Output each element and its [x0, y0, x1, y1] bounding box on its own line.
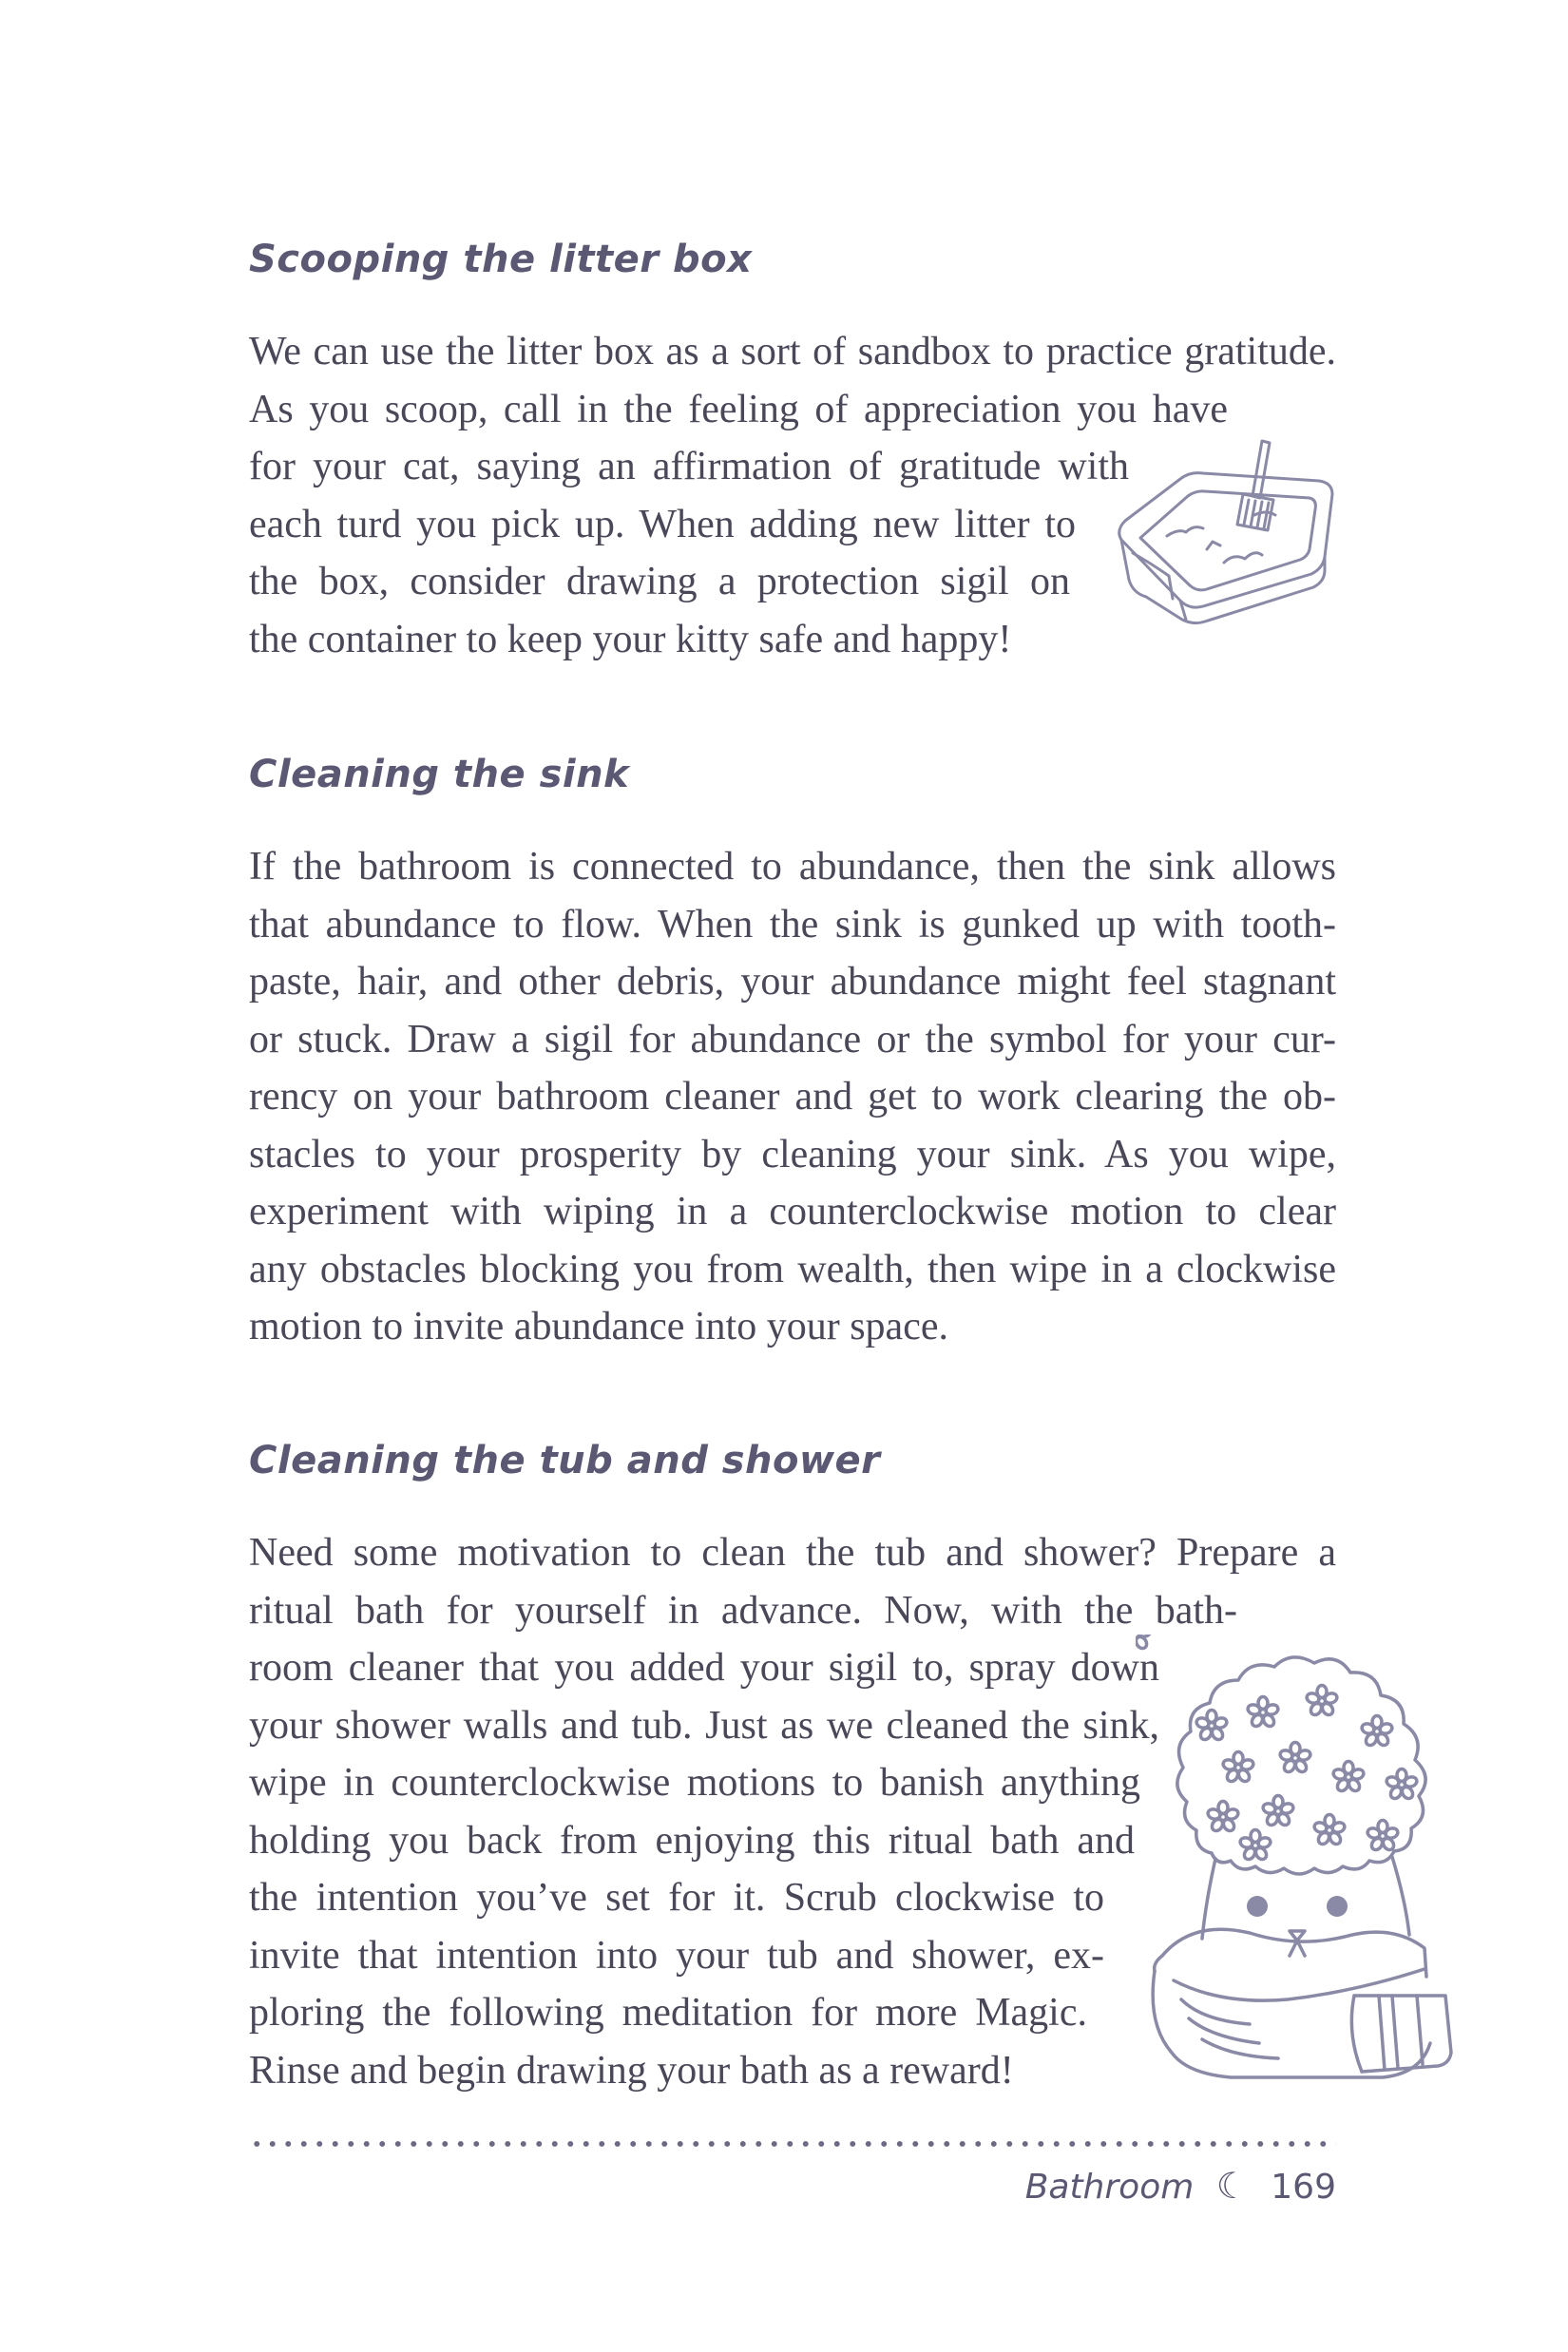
text-line: any obstacles blocking you from wealth, then wipe in a clockwise [249, 1247, 1336, 1291]
paragraph-sink [249, 838, 1336, 1356]
footer-section-title: Bathroom [1024, 2168, 1195, 2207]
text-line: ploring the following meditation for more Magic. [249, 1991, 1087, 2035]
text-line: the box, consider drawing a protection sigil on [249, 560, 1070, 603]
text-line: holding you back from enjoying this ritual bath and [249, 1818, 1135, 1863]
litter-box-icon [1112, 437, 1340, 637]
text-line: for your cat, saying an affirmation of gratitude with [249, 445, 1129, 488]
page-number: 169 [1271, 2168, 1336, 2207]
text-line: the intention you’ve set for it. Scrub clockwise to [249, 1876, 1104, 1920]
text-line: experiment with wiping in a counterclockwise motion to clear [249, 1190, 1336, 1233]
text-line: If the bathroom is connected to abundance, then the sink allows [249, 845, 1336, 889]
text-line: or stuck. Draw a sigil for abundance or the symbol for your cur- [249, 1017, 1336, 1061]
text-line: paste, hair, and other debris, your abundance might feel stagnant [249, 960, 1336, 1004]
crescent-moon-icon: ☾ [1215, 2165, 1249, 2207]
text-line: Need some motivation to clean the tub and shower? Prepare a [249, 1531, 1336, 1575]
text-line: As you scoop, call in the feeling of appreciation you have [249, 387, 1228, 431]
text-line: ritual bath for yourself in advance. Now, with the bath- [249, 1588, 1237, 1633]
text-line: wipe in counterclockwise motions to banish anything [249, 1761, 1140, 1805]
text-line: each turd you pick up. When adding new litter to [249, 502, 1076, 546]
section-heading-litter-box: Scooping the litter box [249, 238, 753, 281]
text-line: your shower walls and tub. Just as we cleaned the sink, [249, 1703, 1159, 1748]
text-line: room cleaner that you added your sigil to, spray down [249, 1646, 1159, 1690]
text-line: that abundance to flow. When the sink is gunked up with tooth- [249, 902, 1336, 947]
text-line: the container to keep your kitty safe and happy! [249, 617, 1012, 661]
text-line: rency on your bathroom cleaner and get to work clearing the ob- [249, 1075, 1336, 1119]
text-line: motion to invite abundance into your space. [249, 1305, 948, 1348]
running-footer [1025, 2165, 1336, 2207]
text-line: invite that intention into your tub and shower, ex- [249, 1933, 1104, 1978]
text-line: We can use the litter box as a sort of sandbox to practice gratitude. [249, 330, 1336, 373]
text-line: stacles to your prosperity by cleaning your sink. As you wipe, [249, 1132, 1336, 1176]
cat-in-shower-cap-icon [1136, 1635, 1459, 2086]
section-heading-tub-shower: Cleaning the tub and shower [249, 1439, 881, 1482]
dotted-divider [249, 2140, 1336, 2148]
text-line: Rinse and begin drawing your bath as a reward! [249, 2048, 1014, 2093]
section-heading-sink: Cleaning the sink [249, 753, 630, 796]
